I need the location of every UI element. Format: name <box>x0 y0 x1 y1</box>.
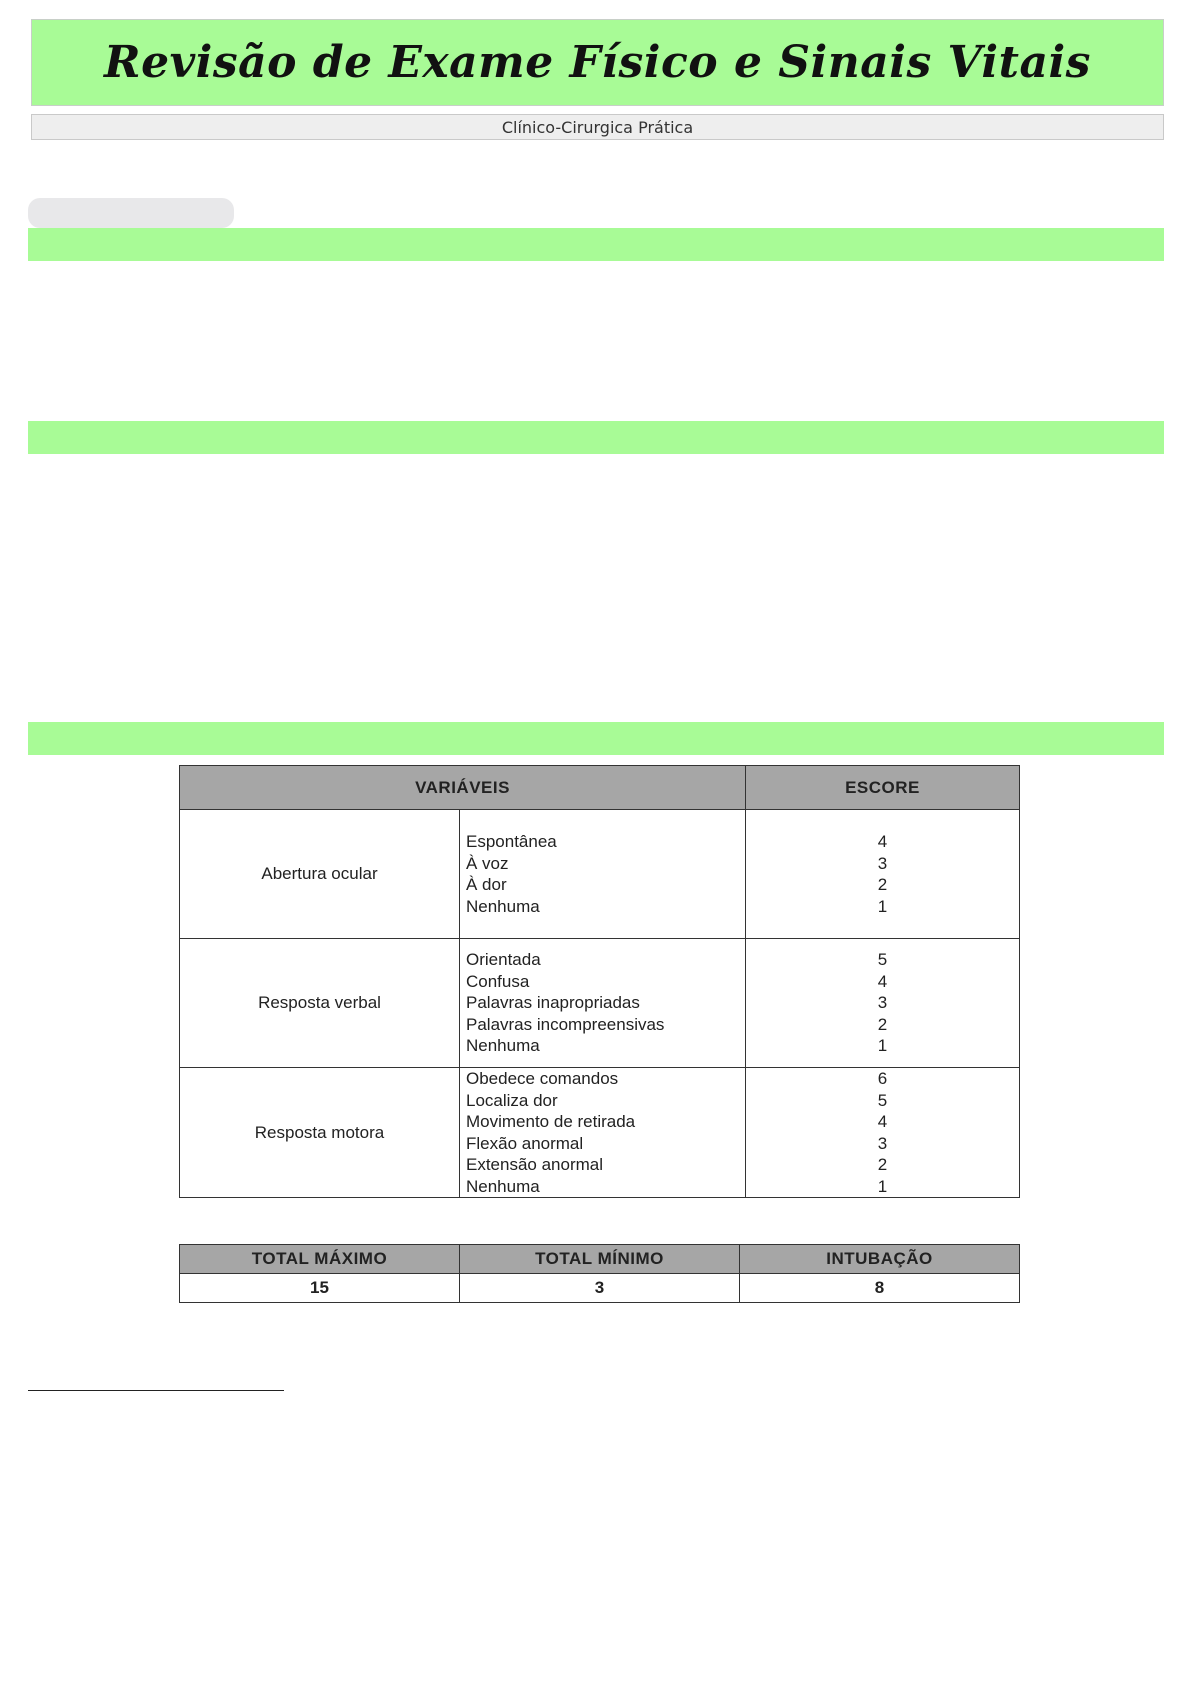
title-banner <box>31 19 1164 106</box>
section-header-band-2 <box>28 421 1164 454</box>
option-item: Extensão anormal <box>466 1155 604 1174</box>
option-item: Confusa <box>466 971 530 991</box>
value-intubation: 8 <box>740 1274 1020 1303</box>
score-item: 5 <box>877 1090 888 1110</box>
header-total-max: TOTAL MÁXIMO <box>180 1245 460 1274</box>
glasgow-scale-table <box>179 765 1020 1198</box>
totals-table <box>179 1244 1020 1303</box>
table-row <box>180 810 1020 939</box>
option-item: À voz <box>466 853 509 873</box>
score-item: 2 <box>877 1155 888 1174</box>
option-item: À dor <box>466 875 507 894</box>
section-header-band-3 <box>28 722 1164 755</box>
option-item: Nenhuma <box>466 1176 540 1196</box>
table-row <box>180 1274 1020 1303</box>
score-item: 3 <box>877 1133 888 1153</box>
header-total-min: TOTAL MÍNIMO <box>460 1245 740 1274</box>
header-score: ESCORE <box>746 766 1020 810</box>
score-item: 1 <box>877 896 888 916</box>
option-item: Nenhuma <box>466 896 540 916</box>
variable-options <box>460 939 746 1068</box>
page-title: Revisão de Exame Físico e Sinais Vitais <box>104 37 1091 88</box>
variable-name: Resposta verbal <box>180 939 460 1068</box>
option-item: Movimento de retirada <box>466 1112 636 1131</box>
score-item: 6 <box>877 1069 888 1088</box>
option-item: Localiza dor <box>466 1090 558 1110</box>
value-total-min: 3 <box>460 1274 740 1303</box>
subtitle-banner <box>31 114 1164 140</box>
variable-name: Resposta motora <box>180 1068 460 1198</box>
header-variables: VARIÁVEIS <box>180 766 746 810</box>
page-subtitle: Clínico-Cirurgica Prática <box>501 117 694 137</box>
option-item: Obedece comandos <box>466 1069 619 1088</box>
option-item: Espontânea <box>466 832 557 851</box>
variable-options <box>460 1068 746 1198</box>
value-total-max: 15 <box>180 1274 460 1303</box>
score-item: 5 <box>877 950 888 970</box>
section-tag-placeholder <box>28 198 234 228</box>
score-item: 2 <box>877 1014 888 1034</box>
score-item: 2 <box>877 875 888 894</box>
variable-scores <box>746 939 1020 1068</box>
score-item: 3 <box>877 853 888 873</box>
section-header-band-1 <box>28 228 1164 261</box>
option-item: Nenhuma <box>466 1036 540 1056</box>
option-item: Palavras inapropriadas <box>466 993 640 1013</box>
score-item: 4 <box>877 1112 888 1131</box>
score-item: 1 <box>877 1036 888 1056</box>
variable-options <box>460 810 746 939</box>
option-item: Palavras incompreensivas <box>466 1014 665 1034</box>
variable-scores <box>746 810 1020 939</box>
option-item: Orientada <box>466 950 541 970</box>
table-row <box>180 1068 1020 1198</box>
variable-name: Abertura ocular <box>180 810 460 939</box>
header-intubation: INTUBAÇÃO <box>740 1245 1020 1274</box>
score-item: 4 <box>877 971 888 991</box>
footnote-divider <box>28 1390 284 1391</box>
score-item: 1 <box>877 1176 888 1196</box>
score-item: 3 <box>877 993 888 1013</box>
table-row <box>180 939 1020 1068</box>
score-item: 4 <box>877 832 888 851</box>
variable-scores <box>746 1068 1020 1198</box>
option-item: Flexão anormal <box>466 1133 584 1153</box>
